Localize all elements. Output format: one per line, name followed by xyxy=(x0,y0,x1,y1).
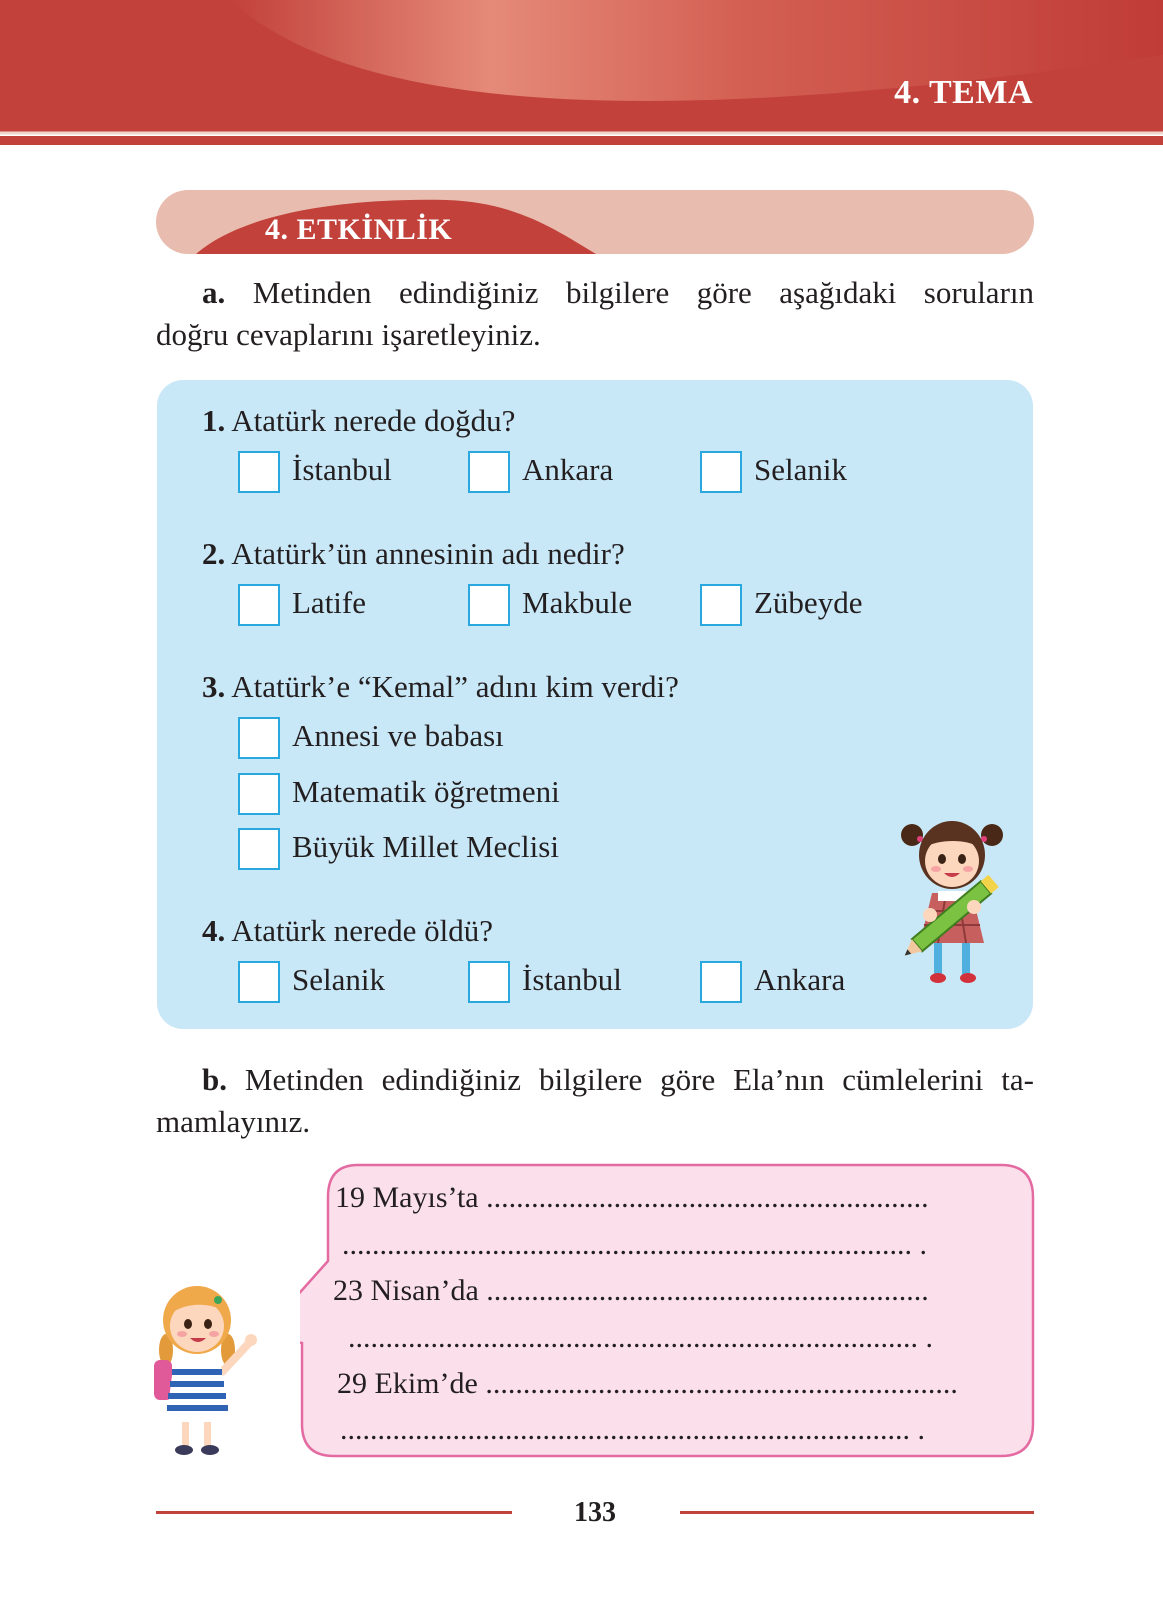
part-b-line-2: mamlayınız. xyxy=(156,1104,311,1139)
checkbox-q4-opt2[interactable] xyxy=(468,961,510,1003)
end-mark: . xyxy=(919,1228,927,1261)
checkbox-q3-opt1[interactable] xyxy=(238,717,280,759)
option-label: Latife xyxy=(292,585,367,620)
date-prompt: 19 Mayıs’ta xyxy=(335,1181,479,1214)
question-text: Atatürk nerede doğdu? xyxy=(231,403,516,438)
question-3 xyxy=(202,669,679,705)
question-number: 3. xyxy=(202,669,226,704)
fill-in-line-4[interactable]: ............................................................................ . xyxy=(348,1321,933,1354)
part-b-text-1: Metinden edindiğiniz bilgilere göre Ela’nın cümlelerini ta- xyxy=(244,1062,1034,1097)
question-text: Atatürk’ün annesinin adı nedir? xyxy=(231,536,625,571)
date-prompt: 29 Ekim’de xyxy=(337,1367,478,1400)
fill-in-line-5[interactable]: 29 Ekim’de ............................................................... xyxy=(337,1367,958,1400)
checkbox-q1-opt1[interactable] xyxy=(238,451,280,493)
part-b-instruction xyxy=(156,1059,1034,1143)
page-number: 133 xyxy=(574,1497,616,1528)
question-number: 2. xyxy=(202,536,226,571)
end-mark: . xyxy=(917,1413,925,1446)
option-label: Ankara xyxy=(754,962,846,997)
girl-with-pencil-illustration xyxy=(898,815,1010,990)
fill-in-line-3[interactable]: 23 Nisan’da ........................................................... xyxy=(333,1274,929,1307)
checkbox-q2-opt3[interactable] xyxy=(700,584,742,626)
option-label: İstanbul xyxy=(522,962,622,997)
checkbox-q2-opt1[interactable] xyxy=(238,584,280,626)
question-number: 4. xyxy=(202,913,226,948)
part-a-instruction xyxy=(156,272,1034,356)
part-a-label: a. xyxy=(202,275,226,310)
question-number: 1. xyxy=(202,403,226,438)
question-text: Atatürk nerede öldü? xyxy=(231,913,493,948)
part-b-label: b. xyxy=(202,1062,227,1097)
part-a-line-2: doğru cevaplarını işaretleyiniz. xyxy=(156,317,541,352)
checkbox-q3-opt3[interactable] xyxy=(238,828,280,870)
fill-in-line-1[interactable]: 19 Mayıs’ta ........................................................... xyxy=(335,1181,929,1214)
checkbox-q4-opt3[interactable] xyxy=(700,961,742,1003)
part-a-text-1: Metinden edindiğiniz bilgilere göre aşağıdaki soruların xyxy=(252,275,1035,310)
option-label: Annesi ve babası xyxy=(292,718,504,753)
option-label: Matematik öğretmeni xyxy=(292,774,560,809)
option-label: Zübeyde xyxy=(754,585,863,620)
option-label: Makbule xyxy=(522,585,633,620)
footer-rule-right xyxy=(680,1511,1034,1514)
option-label: İstanbul xyxy=(292,452,392,487)
fill-in-line-6[interactable]: ............................................................................ . xyxy=(340,1413,925,1446)
option-label: Selanik xyxy=(754,452,847,487)
theme-title: 4. TEMA xyxy=(894,74,1033,111)
option-label: Büyük Millet Meclisi xyxy=(292,829,559,864)
fill-in-line-2[interactable]: ............................................................................ . xyxy=(342,1228,927,1261)
checkbox-q3-opt2[interactable] xyxy=(238,773,280,815)
question-2 xyxy=(202,536,625,572)
date-prompt: 23 Nisan’da xyxy=(333,1274,479,1307)
question-4 xyxy=(202,913,493,949)
checkbox-q4-opt1[interactable] xyxy=(238,961,280,1003)
question-1 xyxy=(202,403,515,439)
activity-title: 4. ETKİNLİK xyxy=(265,213,453,246)
ela-girl-illustration xyxy=(150,1280,260,1460)
part-a-line-1 xyxy=(156,272,1034,314)
option-label: Ankara xyxy=(522,452,614,487)
checkbox-q1-opt2[interactable] xyxy=(468,451,510,493)
question-text: Atatürk’e “Kemal” adını kim verdi? xyxy=(231,669,679,704)
checkbox-q2-opt2[interactable] xyxy=(468,584,510,626)
end-mark: . xyxy=(925,1321,933,1354)
option-label: Selanik xyxy=(292,962,385,997)
footer-rule-left xyxy=(156,1511,512,1514)
checkbox-q1-opt3[interactable] xyxy=(700,451,742,493)
part-b-line-1 xyxy=(156,1059,1034,1101)
